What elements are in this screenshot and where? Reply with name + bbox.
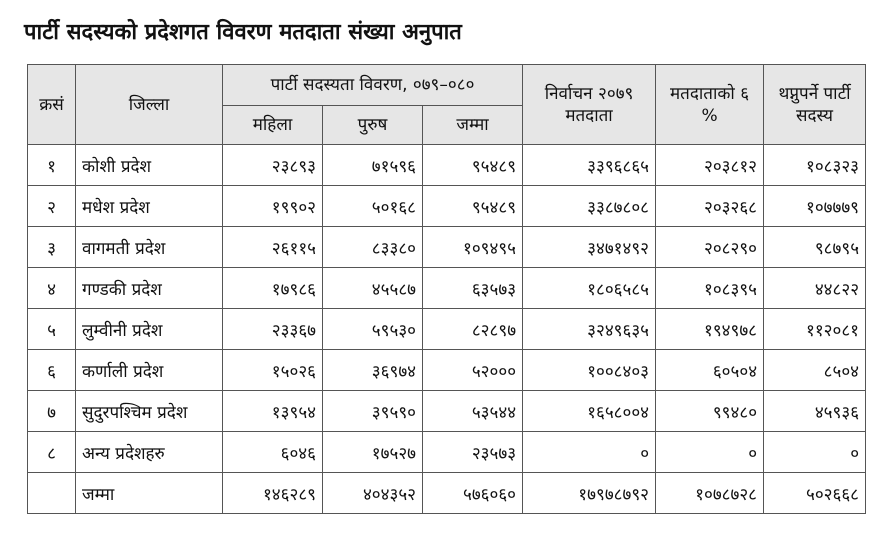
- total-needed-cell: ५०२६६८: [764, 473, 866, 514]
- female-cell: २३३६७: [223, 309, 323, 350]
- header-membership-group: पार्टी सदस्यता विवरण, ०७९–०८०: [223, 65, 523, 106]
- six-percent-cell: १९४९७८: [656, 309, 764, 350]
- party-membership-table: [27, 64, 866, 514]
- total-cell: ६३५७३: [423, 268, 523, 309]
- needed-cell: ०: [764, 432, 866, 473]
- district-cell: वागमती प्रदेश: [76, 227, 223, 268]
- district-cell: कर्णाली प्रदेश: [76, 350, 223, 391]
- header-male: पुरुष: [323, 106, 423, 145]
- district-cell: मधेश प्रदेश: [76, 186, 223, 227]
- table-row: [28, 145, 866, 186]
- six-percent-cell: ९९४८०: [656, 391, 764, 432]
- total-cell: ८२८९७: [423, 309, 523, 350]
- district-cell: अन्य प्रदेशहरु: [76, 432, 223, 473]
- voters-cell: ३३८७८०८: [523, 186, 656, 227]
- total-row: [28, 473, 866, 514]
- district-cell: सुदुरपश्चिम प्रदेश: [76, 391, 223, 432]
- header-voters: निर्वाचन २०७९ मतदाता: [523, 65, 656, 145]
- female-cell: २३८९३: [223, 145, 323, 186]
- male-cell: १७५२७: [323, 432, 423, 473]
- sn-cell: ८: [28, 432, 76, 473]
- total-cell: ५३५४४: [423, 391, 523, 432]
- table-row: [28, 268, 866, 309]
- male-cell: ८३३८०: [323, 227, 423, 268]
- total-label-cell: जम्मा: [76, 473, 223, 514]
- needed-cell: १०७७७९: [764, 186, 866, 227]
- female-cell: १९९०२: [223, 186, 323, 227]
- sn-cell: ३: [28, 227, 76, 268]
- female-cell: ६०४६: [223, 432, 323, 473]
- needed-cell: ४४८२२: [764, 268, 866, 309]
- total-voters-cell: १७९७८७९२: [523, 473, 656, 514]
- voters-cell: ३४७१४९२: [523, 227, 656, 268]
- table-row: [28, 309, 866, 350]
- total-female-cell: १४६२८९: [223, 473, 323, 514]
- total-cell: ५२०००: [423, 350, 523, 391]
- voters-cell: १८०६५८५: [523, 268, 656, 309]
- total-cell: १०९४९५: [423, 227, 523, 268]
- voters-cell: ०: [523, 432, 656, 473]
- needed-cell: ४५९३६: [764, 391, 866, 432]
- district-cell: गण्डकी प्रदेश: [76, 268, 223, 309]
- needed-cell: ८५०४: [764, 350, 866, 391]
- table-row: [28, 391, 866, 432]
- male-cell: ७१५९६: [323, 145, 423, 186]
- page-title: पार्टी सदस्यको प्रदेशगत विवरण मतदाता संख्या अनुपात: [24, 20, 462, 45]
- table-row: [28, 186, 866, 227]
- female-cell: २६११५: [223, 227, 323, 268]
- sn-cell: २: [28, 186, 76, 227]
- male-cell: ३९५९०: [323, 391, 423, 432]
- total-male-cell: ४०४३५२: [323, 473, 423, 514]
- male-cell: ५०१६८: [323, 186, 423, 227]
- sn-cell: ७: [28, 391, 76, 432]
- six-percent-cell: २०३२६८: [656, 186, 764, 227]
- female-cell: १५०२६: [223, 350, 323, 391]
- sn-cell: १: [28, 145, 76, 186]
- header-needed: थप्नुपर्ने पार्टी सदस्य: [764, 65, 866, 145]
- male-cell: ५९५३०: [323, 309, 423, 350]
- female-cell: १३९५४: [223, 391, 323, 432]
- header-six-percent: मतदाताको ६ %: [656, 65, 764, 145]
- total-cell: ९५४८९: [423, 186, 523, 227]
- table-row: [28, 432, 866, 473]
- six-percent-cell: ०: [656, 432, 764, 473]
- sn-cell: ५: [28, 309, 76, 350]
- district-cell: कोशी प्रदेश: [76, 145, 223, 186]
- voters-cell: ३३९६८६५: [523, 145, 656, 186]
- six-percent-cell: २०३८१२: [656, 145, 764, 186]
- total-six-percent-cell: १०७८७२८: [656, 473, 764, 514]
- table-row: [28, 227, 866, 268]
- total-total-cell: ५७६०६०: [423, 473, 523, 514]
- voters-cell: १६५८००४: [523, 391, 656, 432]
- total-sn-cell: [28, 473, 76, 514]
- voters-cell: १००८४०३: [523, 350, 656, 391]
- needed-cell: ९८७९५: [764, 227, 866, 268]
- district-cell: लुम्वीनी प्रदेश: [76, 309, 223, 350]
- six-percent-cell: ६०५०४: [656, 350, 764, 391]
- needed-cell: १०८३२३: [764, 145, 866, 186]
- six-percent-cell: १०८३९५: [656, 268, 764, 309]
- header-female: महिला: [223, 106, 323, 145]
- table-body: [28, 145, 866, 514]
- six-percent-cell: २०८२९०: [656, 227, 764, 268]
- voters-cell: ३२४९६३५: [523, 309, 656, 350]
- table-header: [28, 65, 866, 145]
- header-total: जम्मा: [423, 106, 523, 145]
- female-cell: १७९८६: [223, 268, 323, 309]
- total-cell: २३५७३: [423, 432, 523, 473]
- total-cell: ९५४८९: [423, 145, 523, 186]
- male-cell: ४५५८७: [323, 268, 423, 309]
- sn-cell: ४: [28, 268, 76, 309]
- table-row: [28, 350, 866, 391]
- header-sn: क्रसं: [28, 65, 76, 145]
- sn-cell: ६: [28, 350, 76, 391]
- male-cell: ३६९७४: [323, 350, 423, 391]
- header-district: जिल्ला: [76, 65, 223, 145]
- needed-cell: ११२०८१: [764, 309, 866, 350]
